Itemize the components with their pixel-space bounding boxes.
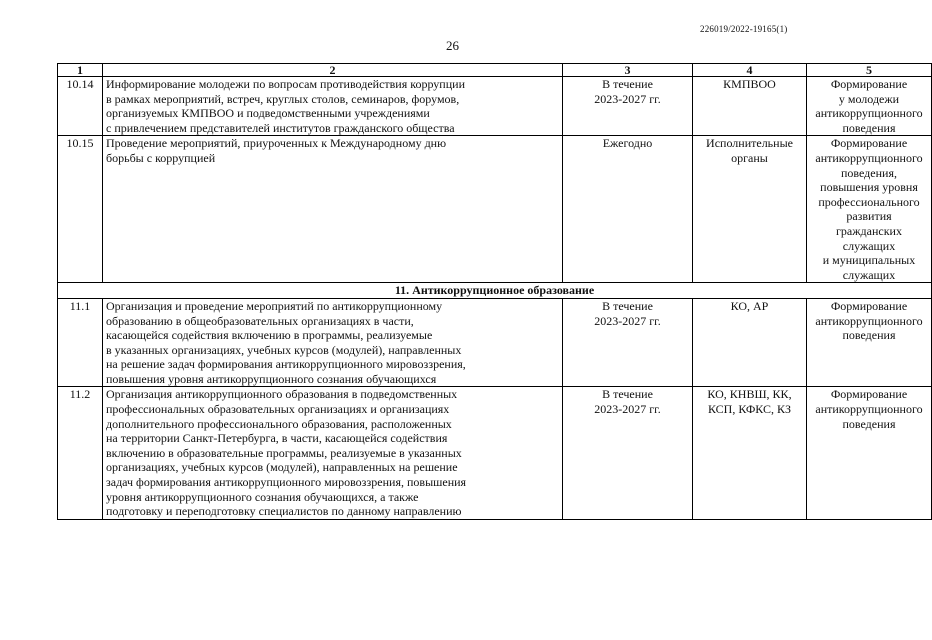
header-col-2: 2 [103,64,563,77]
period-cell: В течение 2023-2027 гг. [563,77,693,136]
row-number: 10.15 [58,136,103,283]
page-number: 26 [446,38,459,53]
table-row [58,387,932,519]
row-number: 10.14 [58,77,103,136]
measure-text: Информирование молодежи по вопросам противодействия коррупции в рамках мероприятий, встреч, круглых столов, семинаров, форумов, организуемых КМПВОО и подведомственными учреждениями с привлечением представителей институтов гражданского общества [103,77,563,136]
executor-cell: Исполнительные органы [693,136,807,283]
table-row [58,77,932,136]
period-cell: В течение 2023-2027 гг. [563,387,693,519]
table-row [58,298,932,387]
result-cell: Формирование антикоррупционного поведения [807,387,932,519]
executor-cell: КМПВОО [693,77,807,136]
section-title: 11. Антикоррупционное образование [58,283,932,299]
measure-text: Проведение мероприятий, приуроченных к Международному дню борьбы с коррупцией [103,136,563,283]
row-number: 11.1 [58,298,103,387]
executor-cell: КО, КНВШ, КК, КСП, КФКС, КЗ [693,387,807,519]
period-cell: В течение 2023-2027 гг. [563,298,693,387]
header-col-1: 1 [58,64,103,77]
period-cell: Ежегодно [563,136,693,283]
measure-text: Организация и проведение мероприятий по антикоррупционному образованию в общеобразовательных организациях в части, касающейся содействия включению в программы, реализуемые в указанных организациях, учебных курсов (модулей), направленных на решение задач формирования антикоррупционного мировоззрения, повышения уровня антикоррупционного сознания обучающихся [103,298,563,387]
result-cell: Формирование антикоррупционного поведения, повышения уровня профессионального развития гражданских служащих и муниципальных служащих [807,136,932,283]
result-cell: Формирование антикоррупционного поведения [807,298,932,387]
header-col-4: 4 [693,64,807,77]
header-col-3: 3 [563,64,693,77]
section-row [58,283,932,299]
header-row [58,64,932,77]
measures-table [57,63,932,520]
measure-text: Организация антикоррупционного образования в подведомственных профессиональных образовательных организациях и организациях дополнительного профессионального образования, расположенных на территории Санкт-Петербурга, в части, касающейся содействия включению в образовательные программы, реализуемые в указанных организациях, учебных курсов (модулей), направленных на решение задач формирования антикоррупционного мировоззрения, повышения уровня антикоррупционного сознания обучающихся, а также подготовку и переподготовку специалистов по данному направлению [103,387,563,519]
table-row [58,136,932,283]
header-col-5: 5 [807,64,932,77]
result-cell: Формирование у молодежи антикоррупционного поведения [807,77,932,136]
executor-cell: КО, АР [693,298,807,387]
row-number: 11.2 [58,387,103,519]
document-number: 226019/2022-19165(1) [700,24,788,34]
